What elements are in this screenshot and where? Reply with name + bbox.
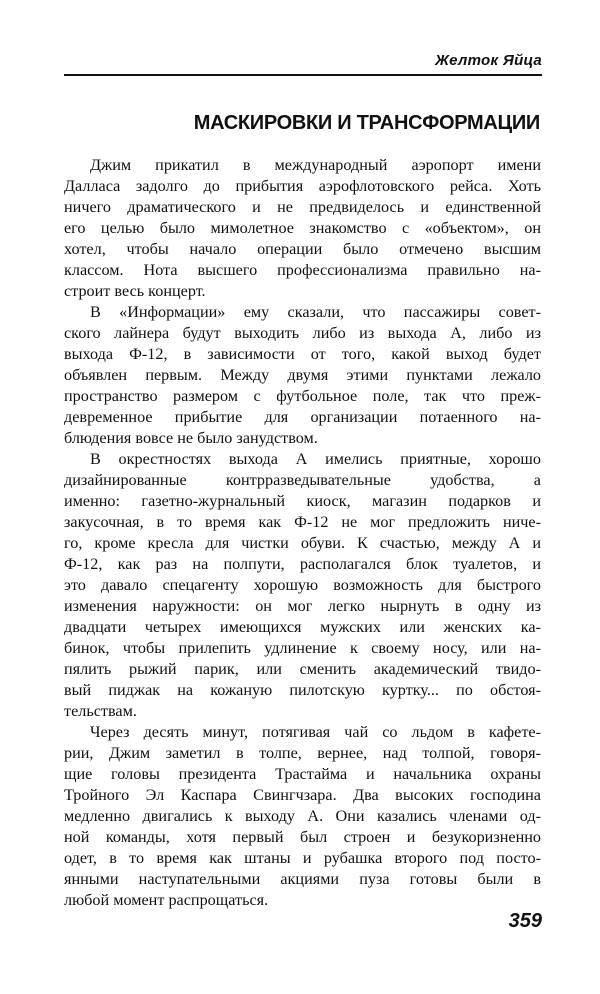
text-line: блюдения вовсе не было занудством. <box>64 429 318 447</box>
text-line: любой момент распрощаться. <box>64 891 269 909</box>
text-line: го, кроме кресла для чистки обуви. К счастью, между А и <box>64 534 541 552</box>
text-line: Тройного Эл Каспара Свингчзара. Два высоких господина <box>64 786 541 804</box>
text-line: Далласа задолго до прибытия аэрофлотовского рейса. Хоть <box>64 177 541 195</box>
text-line: хотел, чтобы начало операции было отмечено высшим <box>64 240 541 258</box>
text-line: янными наступательными акциями пуза готовы были в <box>64 870 541 888</box>
text-line: вый пиджак на кожаную пилотскую куртку... по обстоя- <box>64 681 541 699</box>
text-line: В «Информации» ему сказали, что пассажиры совет- <box>90 303 541 321</box>
text-line: Через десять минут, потягивая чай со льдом в кафете- <box>90 723 541 741</box>
text-line: пялить рыжий парик, или сменить академический твидо- <box>64 660 541 678</box>
text-line: ского лайнера будут выходить либо из выхода А, либо из <box>64 324 541 342</box>
text-line: строит весь концерт. <box>64 282 206 300</box>
text-line: изменения наружности: он мог легко нырнуть в одну из <box>64 597 541 615</box>
text-line: классом. Нота высшего профессионализма правильно на- <box>64 261 541 279</box>
text-line: бинок, чтобы прилепить удлинение к своему носу, или на- <box>64 639 541 657</box>
text-line: именно: газетно-журнальный киоск, магазин подарков и <box>64 492 541 510</box>
text-line: двадцати четырех имеющихся мужских или женских ка- <box>64 618 541 636</box>
running-header <box>64 52 542 76</box>
text-line: дизайнированные контрразведывательные удобства, а <box>64 471 541 489</box>
text-line: В окрестностях выхода А имелись приятные, хорошо <box>90 450 541 468</box>
text-line: рии, Джим заметил в толпе, вернее, над толпой, говоря- <box>64 744 541 762</box>
paragraph <box>64 722 541 911</box>
text-line: девременное прибытие для организации потаенного на- <box>64 408 541 426</box>
text-line: Ф-12, как раз на полпути, располагался блок туалетов, и <box>64 555 541 573</box>
chapter-title: МАСКИРОВКИ И ТРАНСФОРМАЦИИ <box>193 112 540 134</box>
text-line: ничего драматического и не предвиделось и единственной <box>64 198 541 216</box>
paragraph <box>64 155 541 302</box>
text-line: Джим прикатил в международный аэропорт имени <box>90 156 541 174</box>
text-line: это давало спецагенту хорошую возможность для быстрого <box>64 576 541 594</box>
text-line: пространство размером с футбольное поле, так что преж- <box>64 387 541 405</box>
text-line: одет, в то время как штаны и рубашка второго под посто- <box>64 849 541 867</box>
text-line: щие головы президента Трастайма и начальника охраны <box>64 765 541 783</box>
running-header-title: Желток Яйца <box>435 52 542 69</box>
text-line: медленно двигались к выходу А. Они казались членами од- <box>64 807 541 825</box>
body-text <box>64 155 541 911</box>
text-line: выхода Ф-12, в зависимости от того, какой выход будет <box>64 345 541 363</box>
page-number: 359 <box>508 910 542 932</box>
text-line: его целью было мимолетное знакомство с «объектом», он <box>64 219 541 237</box>
text-line: закусочная, в то время как Ф-12 не мог предложить ниче- <box>64 513 541 531</box>
paragraph <box>64 449 541 722</box>
text-line: объявлен первым. Между двумя этими пунктами лежало <box>64 366 541 384</box>
text-line: ной команды, хотя первый был строен и безукоризненно <box>64 828 541 846</box>
paragraph <box>64 302 541 449</box>
text-line: тельствам. <box>64 702 137 720</box>
